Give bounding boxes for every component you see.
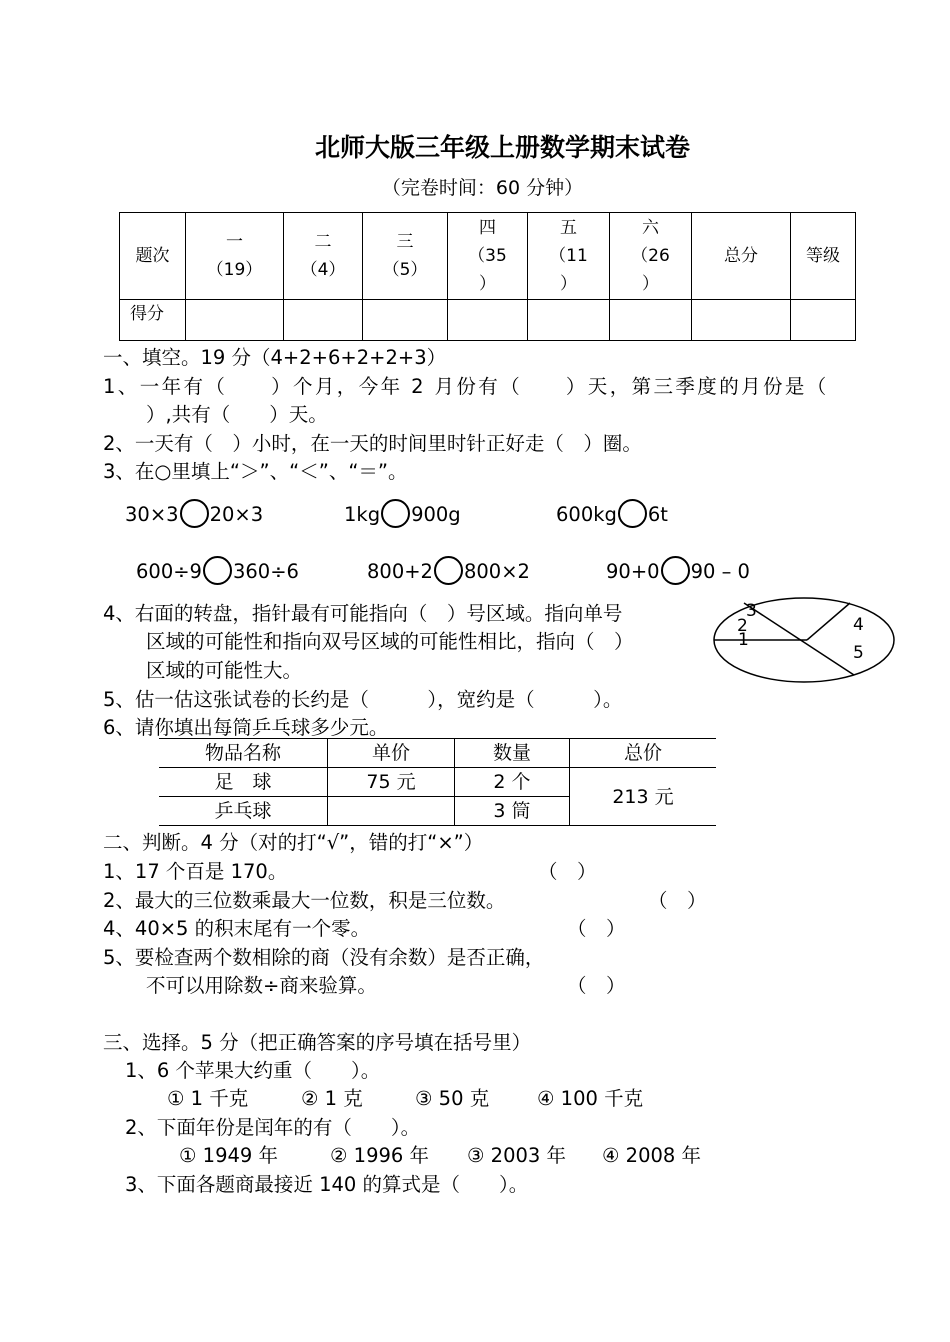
score-table-cell <box>610 213 692 300</box>
unit-price-blank[interactable] <box>328 797 455 826</box>
score-table-cell <box>448 213 528 300</box>
cell-label: （19） <box>206 260 263 280</box>
choice-option: ③ 2003 年 <box>467 1144 567 1167</box>
judge-item: 2、最大的三位数乘最大一位数，积是三位数。 <box>103 889 506 912</box>
cell-label: 三 <box>396 232 414 252</box>
spinner-label: 1 <box>738 630 749 650</box>
choice-option: ① 1 千克 <box>167 1087 249 1110</box>
score-table-cell <box>186 213 284 300</box>
cell-label: （5） <box>382 260 428 280</box>
choice-option: ④ 100 千克 <box>537 1087 644 1110</box>
cell-label: 六 <box>642 218 659 238</box>
score-blank[interactable] <box>284 300 363 341</box>
judge-item: 4、40×5 的积末尾有一个零。 <box>103 917 371 940</box>
score-table-cell <box>363 213 448 300</box>
question-text: 4、右面的转盘，指针最有可能指向（ ）号区域。指向单号 <box>103 602 623 625</box>
quantity: 3 筒 <box>455 797 570 826</box>
compare-left: 90+0 <box>606 560 660 583</box>
compare-right: 20×3 <box>209 503 264 526</box>
price-table-header-row <box>159 739 716 768</box>
compare-item <box>344 501 461 530</box>
cell-label: ） <box>479 274 496 294</box>
answer-circle[interactable] <box>203 556 232 585</box>
cell-label: 等级 <box>806 246 840 266</box>
compare-right: 900g <box>411 503 461 526</box>
choice-question: 1、6 个苹果大约重（ ）。 <box>125 1059 381 1082</box>
cell-label: 题次 <box>135 246 170 266</box>
choice-option: ① 1949 年 <box>179 1144 279 1167</box>
spinner-label: 2 <box>737 616 748 636</box>
score-blank[interactable] <box>528 300 610 341</box>
choice-option: ② 1996 年 <box>330 1144 430 1167</box>
judge-item: 1、17 个百是 170。 <box>103 860 288 883</box>
answer-paren[interactable]: （ ） <box>567 974 626 997</box>
spinner-divider <box>807 603 850 640</box>
score-table-cell <box>120 213 186 300</box>
spinner-label: 5 <box>853 643 864 663</box>
compare-item <box>556 501 668 530</box>
score-blank[interactable] <box>692 300 791 341</box>
unit-price: 75 元 <box>328 768 455 797</box>
cell-label: 二 <box>314 232 332 252</box>
cell-label: 总分 <box>724 246 758 266</box>
choice-option: ② 1 克 <box>301 1087 363 1110</box>
answer-paren[interactable]: （ ） <box>567 917 626 940</box>
score-table <box>119 212 856 341</box>
price-table-row <box>159 768 716 797</box>
cell-label: 得分 <box>130 304 164 324</box>
score-table-cell <box>528 213 610 300</box>
cell-label: 四 <box>479 218 496 238</box>
question-text: 6、请你填出每筒乒乓球多少元。 <box>103 716 389 739</box>
price-table-header: 数量 <box>455 739 570 768</box>
cell-label: 一 <box>226 232 243 252</box>
page-title: 北师大版三年级上册数学期末试卷 <box>314 133 690 162</box>
cell-label: （11 <box>549 246 588 266</box>
spinner-label: 3 <box>746 601 757 621</box>
compare-item <box>606 558 750 587</box>
compare-right: 800×2 <box>463 560 530 583</box>
spinner-label: 4 <box>853 615 864 635</box>
question-text: 5、估一估这张试卷的长约是（ ），宽约是（ ）。 <box>103 688 623 711</box>
cell-label: （4） <box>300 260 346 280</box>
answer-paren[interactable]: （ ） <box>538 860 597 883</box>
item-name: 足 球 <box>159 768 328 797</box>
score-table-score-row <box>120 300 856 341</box>
answer-circle[interactable] <box>661 556 690 585</box>
question-text: 2、一天有（ ）小时，在一天的时间里时针正好走（ ）圈。 <box>103 432 642 455</box>
score-table-cell <box>692 213 791 300</box>
choice-option: ③ 50 克 <box>415 1087 490 1110</box>
compare-right: 90 – 0 <box>690 560 750 583</box>
compare-left: 600kg <box>556 503 617 526</box>
score-table-cell <box>791 213 856 300</box>
compare-item <box>125 501 263 530</box>
score-blank[interactable] <box>363 300 448 341</box>
answer-circle[interactable] <box>381 499 410 528</box>
score-blank[interactable] <box>186 300 284 341</box>
price-table <box>159 738 716 826</box>
compare-left: 800+2 <box>367 560 433 583</box>
answer-paren[interactable]: （ ） <box>648 889 707 912</box>
section1-heading: 一、填空。19 分（4+2+6+2+2+3） <box>103 346 447 369</box>
judge-item: 不可以用除数÷商来验算。 <box>146 974 377 997</box>
quantity: 2 个 <box>455 768 570 797</box>
choice-question: 3、下面各题商最接近 140 的算式是（ ）。 <box>125 1173 529 1196</box>
section3-heading: 三、选择。5 分（把正确答案的序号填在括号里） <box>103 1031 532 1054</box>
answer-circle[interactable] <box>618 499 647 528</box>
spinner-diagram <box>708 592 903 692</box>
compare-item <box>136 558 299 587</box>
choice-question: 2、下面年份是闰年的有（ ）。 <box>125 1116 421 1139</box>
score-table-header-row <box>120 213 856 300</box>
judge-item: 5、要检查两个数相除的商（没有余数）是否正确， <box>103 946 545 969</box>
choice-option: ④ 2008 年 <box>602 1144 702 1167</box>
question-text: 3、在○里填上“＞”、“＜”、“＝”。 <box>103 460 408 483</box>
score-blank[interactable] <box>791 300 856 341</box>
cell-label: ） <box>560 274 577 294</box>
compare-left: 1kg <box>344 503 381 526</box>
compare-right: 6t <box>647 503 668 526</box>
score-blank[interactable] <box>610 300 692 341</box>
question-text: 区域的可能性大。 <box>146 659 303 682</box>
answer-circle[interactable] <box>180 499 209 528</box>
price-table-header: 总价 <box>570 739 717 768</box>
total-price: 213 元 <box>570 768 717 826</box>
cell-label: 五 <box>560 218 577 238</box>
score-blank[interactable] <box>448 300 528 341</box>
compare-item <box>367 558 530 587</box>
price-table-header: 物品名称 <box>159 739 328 768</box>
question-text: 区域的可能性和指向双号区域的可能性相比，指向（ ） <box>146 630 634 653</box>
answer-circle[interactable] <box>434 556 463 585</box>
section2-heading: 二、判断。4 分（对的打“√”，错的打“×”） <box>103 831 484 854</box>
cell-label: （26 <box>631 246 670 266</box>
score-table-cell <box>284 213 363 300</box>
cell-label: ） <box>642 274 659 294</box>
compare-left: 30×3 <box>125 503 179 526</box>
cell-label: （35 <box>468 246 507 266</box>
exam-duration: （完卷时间：60 分钟） <box>381 177 584 199</box>
compare-left: 600÷9 <box>136 560 202 583</box>
price-table-header: 单价 <box>328 739 455 768</box>
question-text: 1、一年有（ ）个月，今年 2 月份有（ ）天，第三季度的月份是（ <box>103 375 829 398</box>
score-table-cell <box>120 300 186 341</box>
item-name: 乒乓球 <box>159 797 328 826</box>
question-text: ）,共有（ ）天。 <box>146 403 328 426</box>
compare-right: 360÷6 <box>232 560 299 583</box>
